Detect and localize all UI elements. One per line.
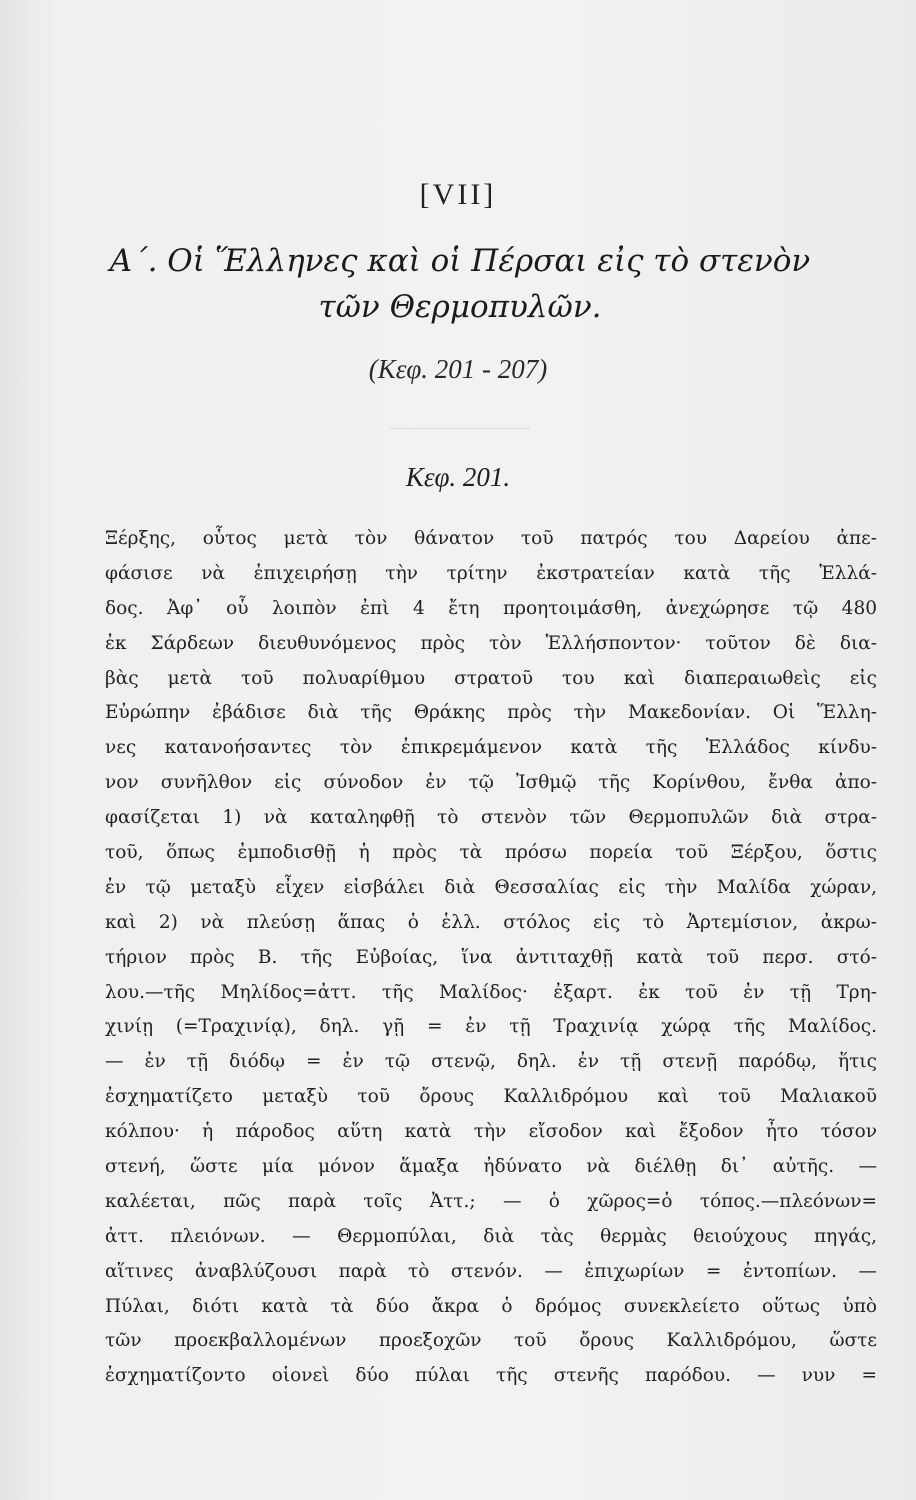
text-line: κόλπου· ἡ πάροδος αὕτη κατὰ τὴν εἴσοδον καὶ ἔξοδον ἦτο τόσον [105, 1121, 877, 1143]
text-line: τοῦ, ὅπως ἐμποδισθῇ ἡ πρὸς τὰ πρόσω πορεία τοῦ Ξέρξου, ὅστις [105, 842, 877, 864]
text-line: δος. Ἀφ᾽ οὗ λοιπὸν ἐπὶ 4 ἔτη προητοιμάσθη, ἀνεχώρησε τῷ 480 [105, 597, 877, 619]
text-line: ἐσχηματίζετο μεταξὺ τοῦ ὄρους Καλλιδρόμου καὶ τοῦ Μαλιακοῦ [105, 1086, 877, 1108]
title-line-2: τῶν Θερμοπυλῶν. [318, 289, 602, 325]
body-text [105, 522, 877, 1394]
text-line: νον συνῆλθον εἰς σύνοδον ἐν τῷ Ἰσθμῷ τῆς Κορίνθου, ἔνθα ἀπο- [105, 772, 877, 794]
chapter-range: (Κεφ. 201 - 207) [368, 354, 548, 384]
title-line-1: Α΄. Οἱ Ἕλληνες καὶ οἱ Πέρσαι εἰς τὸ στενὸν [109, 243, 811, 279]
text-line: αἵτινες ἀναβλύζουσι παρὰ τὸ στενόν. — ἐπιχωρίων = ἐντοπίων. — [105, 1260, 877, 1282]
text-line: φασίζεται 1) νὰ καταληφθῇ τὸ στενὸν τῶν Θερμοπυλῶν διὰ στρα- [105, 807, 877, 829]
text-line: καλέεται, πῶς παρὰ τοῖς Ἀττ.; — ὁ χῶρος=ὁ τόπος.—πλεόνων= [105, 1190, 877, 1212]
text-line: βὰς μετὰ τοῦ πολυαρίθμου στρατοῦ του καὶ διαπεραιωθεὶς εἰς [105, 667, 877, 689]
chapter-heading: Κεφ. 201. [405, 462, 511, 492]
text-line: Ξέρξης, οὗτος μετὰ τὸν θάνατον τοῦ πατρός του Δαρείου ἀπε- [105, 528, 877, 549]
text-line: νες κατανοήσαντες τὸν ἐπικρεμάμενον κατὰ τῆς Ἑλλάδος κίνδυ- [105, 737, 877, 759]
text-line: καὶ 2) νὰ πλεύσῃ ἅπας ὁ ἑλλ. στόλος εἰς τὸ Ἀρτεμίσιον, ἀκρω- [105, 911, 877, 933]
text-line: στενή, ὥστε μία μόνον ἅμαξα ἠδύνατο νὰ διέλθῃ δι᾽ αὐτῆς. — [105, 1156, 877, 1178]
text-line: φάσισε νὰ ἐπιχειρήσῃ τὴν τρίτην ἐκστρατείαν κατὰ τῆς Ἑλλά- [105, 562, 877, 584]
text-line: ἐσχηματίζοντο οἱονεὶ δύο πύλαι τῆς στενῆς παρόδου. — νυν = [105, 1365, 877, 1387]
text-line: Πύλαι, διότι κατὰ τὰ δύο ἄκρα ὁ δρόμος συνεκλείετο οὕτως ὑπὸ [105, 1295, 877, 1317]
text-line: ἀττ. πλειόνων. — Θερμοπύλαι, διὰ τὰς θερμὰς θειούχους πηγάς, [105, 1225, 877, 1247]
text-line: Εὐρώπην ἐβάδισε διὰ τῆς Θράκης πρὸς τὴν Μακεδονίαν. Οἱ Ἕλλη- [105, 702, 877, 724]
divider-rule [390, 428, 530, 429]
text-line: ἐκ Σάρδεων διευθυνόμενος πρὸς τὸν Ἑλλήσποντον· τοῦτον δὲ δια- [105, 632, 877, 654]
text-line: λου.—τῆς Μηλίδος=ἀττ. τῆς Μαλίδος· ἐξαρτ. ἐκ τοῦ ἐν τῇ Τρη- [105, 981, 877, 1003]
section-title [60, 238, 860, 330]
text-line: τῶν προεκβαλλομένων προεξοχῶν τοῦ ὄρους Καλλιδρόμου, ὥστε [105, 1330, 877, 1352]
text-line: τήριον πρὸς Β. τῆς Εὐβοίας, ἵνα ἀντιταχθῇ κατὰ τοῦ περσ. στό- [105, 946, 877, 968]
text-line: ἐν τῷ μεταξὺ εἶχεν εἰσβάλει διὰ Θεσσαλίας εἰς τὴν Μαλίδα χώραν, [105, 876, 877, 898]
text-line: χινίῃ (=Τραχινίᾳ), δηλ. γῇ = ἐν τῇ Τραχινίᾳ χώρᾳ τῆς Μαλίδος. [105, 1016, 877, 1038]
text-line: — ἐν τῇ διόδῳ = ἐν τῷ στενῷ, δηλ. ἐν τῇ στενῇ παρόδῳ, ἥτις [105, 1051, 877, 1073]
section-number: [VII] [419, 178, 497, 211]
